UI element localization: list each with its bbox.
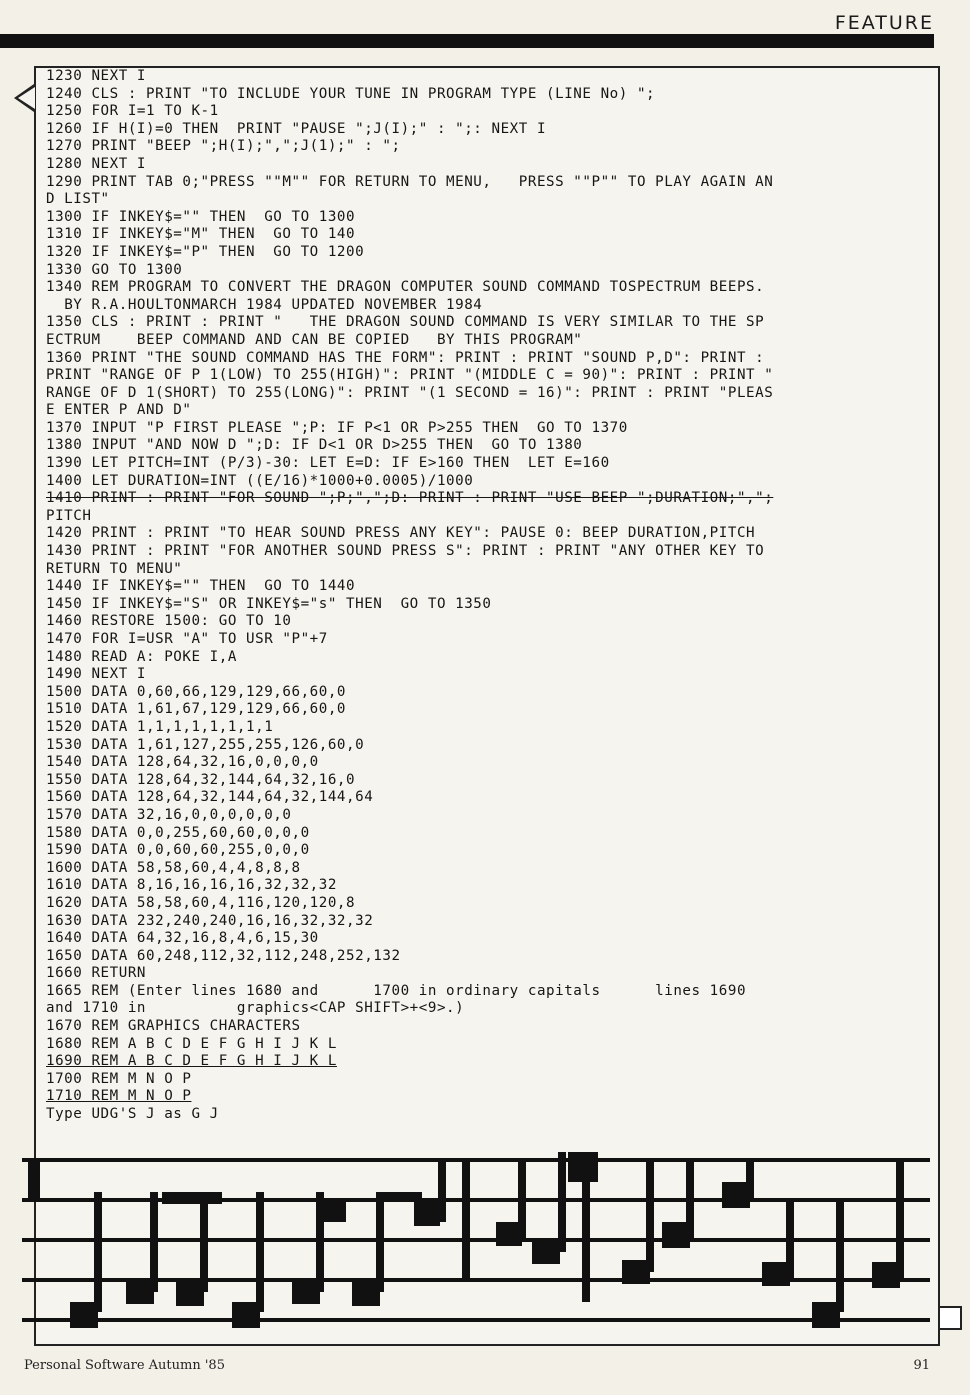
listing-line: 1270 PRINT "BEEP ";H(I);",";J(1);" : "; [46,138,401,155]
listing-line: BY R.A.HOULTONMARCH 1984 UPDATED NOVEMBER 1984 [46,296,483,313]
listing-line: 1370 INPUT "P FIRST PLEASE ";P: IF P<1 OR P>255 THEN GO TO 1370 [46,419,628,436]
section-header: FEATURE [834,12,934,34]
listing-line: PITCH [46,507,92,524]
listing-line: 1700 REM M N O P [46,1070,192,1087]
listing-line: 1510 DATA 1,61,67,129,129,66,60,0 [46,701,347,718]
listing-line: 1560 DATA 128,64,32,144,64,32,144,64 [46,789,374,806]
listing-line: D LIST" [46,191,110,208]
listing-line: 1480 READ A: POKE I,A [46,648,237,665]
listing-line: 1500 DATA 0,60,66,129,129,66,60,0 [46,683,347,700]
listing-line: 1280 NEXT I [46,155,147,172]
listing-line: 1550 DATA 128,64,32,144,64,32,16,0 [46,771,356,788]
listing-line: 1660 RETURN [46,965,147,982]
listing-line: 1520 DATA 1,1,1,1,1,1,1,1 [46,718,274,735]
listing-line: 1380 INPUT "AND NOW D ";D: IF D<1 OR D>255 THEN GO TO 1380 [46,437,583,454]
listing-line: and 1710 in graphics<CAP SHIFT>+<9>.) [46,1000,465,1017]
listing-line: 1450 IF INKEY$="S" OR INKEY$="s" THEN GO TO 1350 [46,595,492,612]
listing-line: 1260 IF H(I)=0 THEN PRINT "PAUSE ";J(I);" : ";: NEXT I [46,120,547,137]
listing-line: 1650 DATA 60,248,112,32,112,248,252,132 [46,947,401,964]
listing-line: 1640 DATA 64,32,16,8,4,6,15,30 [46,930,319,947]
listing-line: 1670 REM GRAPHICS CHARACTERS [46,1018,301,1035]
listing-line: 1580 DATA 0,0,255,60,60,0,0,0 [46,824,310,841]
listing-line: 1570 DATA 32,16,0,0,0,0,0,0 [46,806,292,823]
listing-line: 1710 REM M N O P [46,1088,192,1105]
footer-publication: Personal Software Autumn '85 [24,1358,225,1373]
listing-line: 1290 PRINT TAB 0;"PRESS ""M"" FOR RETURN TO MENU, PRESS ""P"" TO PLAY AGAIN AN [46,173,774,190]
listing-line: 1310 IF INKEY$="M" THEN GO TO 140 [46,226,356,243]
listing-line: 1320 IF INKEY$="P" THEN GO TO 1200 [46,243,365,260]
music-staff-graphic [22,1152,930,1334]
listing-line: RETURN TO MENU" [46,560,183,577]
listing-line: 1250 FOR I=1 TO K-1 [46,103,219,120]
header-rule [0,34,934,48]
listing-line: 1620 DATA 58,58,60,4,116,120,120,8 [46,894,356,911]
listing-line: E ENTER P AND D" [46,402,192,419]
listing-line: 1300 IF INKEY$="" THEN GO TO 1300 [46,208,356,225]
listing-line: 1410 PRINT : PRINT "FOR SOUND ";P;",";D: PRINT : PRINT "USE BEEP ";DURATION;","; [46,490,774,507]
listing-line: 1440 IF INKEY$="" THEN GO TO 1440 [46,578,356,595]
listing-line: 1630 DATA 232,240,240,16,16,32,32,32 [46,912,374,929]
listing-line: 1530 DATA 1,61,127,255,255,126,60,0 [46,736,365,753]
listing-line: 1610 DATA 8,16,16,16,16,32,32,32 [46,877,337,894]
listing-line: 1540 DATA 128,64,32,16,0,0,0,0 [46,754,319,771]
listing-line: 1680 REM A B C D E F G H I J K L [46,1035,337,1052]
listing-line: 1430 PRINT : PRINT "FOR ANOTHER SOUND PRESS S": PRINT : PRINT "ANY OTHER KEY TO [46,543,765,560]
listing-line: 1665 REM (Enter lines 1680 and 1700 in ordinary capitals lines 1690 [46,982,747,999]
listing-line: 1240 CLS : PRINT "TO INCLUDE YOUR TUNE IN PROGRAM TYPE (LINE No) "; [46,85,656,102]
listing-line: 1360 PRINT "THE SOUND COMMAND HAS THE FORM": PRINT : PRINT "SOUND P,D": PRINT : [46,349,765,366]
listing-line: 1340 REM PROGRAM TO CONVERT THE DRAGON COMPUTER SOUND COMMAND TOSPECTRUM BEEPS. [46,279,765,296]
listing-line: 1460 RESTORE 1500: GO TO 10 [46,613,292,630]
listing-line: 1490 NEXT I [46,666,147,683]
listing-line: 1230 NEXT I [46,68,147,84]
listing-line: 1420 PRINT : PRINT "TO HEAR SOUND PRESS ANY KEY": PAUSE 0: BEEP DURATION,PITCH [46,525,756,542]
listing-line: ECTRUM BEEP COMMAND AND CAN BE COPIED BY THIS PROGRAM" [46,331,583,348]
listing-line: 1590 DATA 0,0,60,60,255,0,0,0 [46,842,310,859]
listing-line: 1400 LET DURATION=INT ((E/16)*1000+0.0005)/1000 [46,472,474,489]
listing-line: 1470 FOR I=USR "A" TO USR "P"+7 [46,631,328,647]
program-listing [46,68,926,1124]
listing-line: RANGE OF D 1(SHORT) TO 255(LONG)": PRINT "(1 SECOND = 16)": PRINT : PRINT "PLEAS [46,384,774,401]
listing-line: Type UDG'S J as G J [46,1106,219,1123]
listing-line: 1600 DATA 58,58,60,4,4,8,8,8 [46,859,301,876]
listing-line: 1330 GO TO 1300 [46,261,183,278]
listing-line: PRINT "RANGE OF P 1(LOW) TO 255(HIGH)": PRINT "(MIDDLE C = 90)": PRINT : PRINT " [46,367,774,384]
page-number: 91 [913,1358,930,1373]
listing-line: 1690 REM A B C D E F G H I J K L [46,1053,337,1070]
listing-line: 1390 LET PITCH=INT (P/3)-30: LET E=D: IF E>160 THEN LET E=160 [46,455,610,472]
listing-line: 1350 CLS : PRINT : PRINT " THE DRAGON SOUND COMMAND IS VERY SIMILAR TO THE SP [46,314,765,331]
end-of-article-box [938,1306,962,1330]
